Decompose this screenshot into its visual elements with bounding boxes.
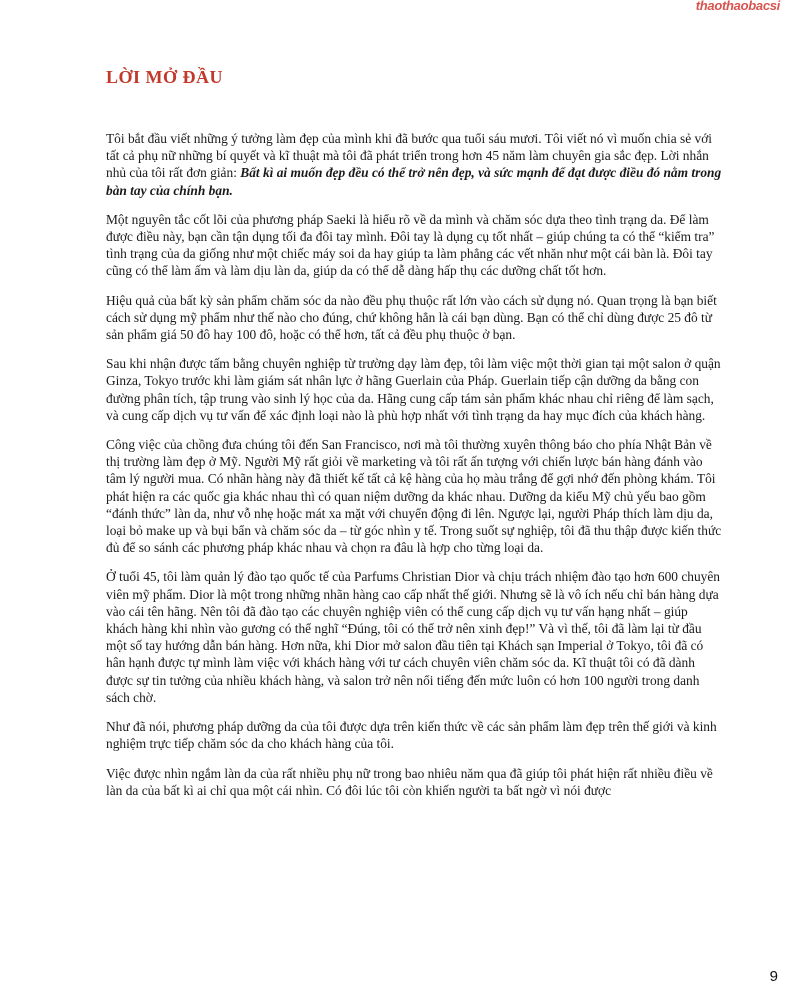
site-logo: thaothaobacsi: [695, 0, 780, 13]
paragraph-6: Ở tuổi 45, tôi làm quản lý đào tạo quốc tế của Parfums Christian Dior và chịu trách nhiệm đào tạo hơn 600 chuyên viên mỹ phẩm. Dior là một trong những nhãn hàng cao cấp nhất thế giới. Nhưng sẽ là vô ích nếu chỉ bán hàng dựa vào cái tên hãng. Nên tôi đã đào tạo các chuyên nghiệp viên có thể cung cấp dịch vụ tư vấn hạng nhất – giúp khách hàng khi nhìn vào gương có thể nghĩ “Đúng, tôi có thể trở nên xinh đẹp!” Và vì thế, tôi đã làm lại từ đầu một số tay hướng dẫn bán hàng. Hơn nữa, khi Dior mở salon đầu tiên tại Khách sạn Imperial ở Tokyo, tôi đã có hân hạnh được tự mình làm việc với khách hàng với tư cách chuyên viên chăm sóc da. Kĩ thuật tôi có đã dành được sự tin tưởng của nhiều khách hàng, và salon trở nên nổi tiếng đến mức luôn có hơn 100 người trong danh sách chờ.: [106, 569, 720, 705]
document-body: [106, 130, 722, 811]
paragraph-5: Công việc của chồng đưa chúng tôi đến San Francisco, nơi mà tôi thường xuyên thông báo cho phía Nhật Bản về thị trường làm đẹp ở Mỹ. Người Mỹ rất giỏi về marketing và tôi rất ấn tượng với chiến lược bán hàng đánh vào tâm lý người mua. Có nhãn hàng này đã thiết kế tất cả kệ hàng của họ màu trắng để gợi nhớ đến phòng khám. Tôi phát hiện ra các quốc gia khác nhau thì có quan niệm dưỡng da khác nhau. Dưỡng da kiểu Mỹ chủ yếu bao gồm “đánh thức” làn da, như vỗ nhẹ hoặc mát xa mặt với chuyển động đi lên. Ngược lại, người Pháp thích làm dịu da, loại bỏ make up và bụi bẩn và chăm sóc da – từ góc nhìn y tế. Trong suốt sự nghiệp, tôi đã thu thập được kiến thức đủ để so sánh các phương pháp khác nhau và chọn ra đâu là hợp cho từng loại da.: [106, 437, 722, 556]
paragraph-4: Sau khi nhận được tấm bằng chuyên nghiệp từ trường dạy làm đẹp, tôi làm việc một thời gian tại một salon ở quận Ginza, Tokyo trước khi làm giám sát nhân lực ở hãng Guerlain của Pháp. Guerlain tiếp cận dưỡng da bằng con đường phân tích, tập trung vào sinh lý học của da. Hãng cung cấp tám sản phẩm khác nhau chỉ riêng để làm sạch, và cung cấp dịch vụ tư vấn để xác định loại nào là phù hợp nhất với tình trạng da hay mục đích của khách hàng.: [106, 356, 721, 423]
paragraph-7: Như đã nói, phương pháp dưỡng da của tôi được dựa trên kiến thức về các sản phẩm làm đẹp trên thế giới và kinh nghiệm trực tiếp chăm sóc da cho khách hàng của tôi.: [106, 719, 717, 752]
paragraph-2: Một nguyên tắc cốt lõi của phương pháp Saeki là hiểu rõ về da mình và chăm sóc dựa theo tình trạng da. Để làm được điều này, bạn cần tận dụng tối đa đôi tay mình. Đôi tay là dụng cụ tốt nhất – giúp chúng ta có thể “kiểm tra” tình trạng của da giống như một chiếc máy soi da hay giúp ta làm phẳng các vết nhăn như một cái bàn là. Đôi tay cũng có thể làm ấm và làm dịu làn da, giúp da có thể dễ dàng hấp thụ các dưỡng chất tốt hơn.: [106, 211, 715, 279]
paragraph-1: [106, 130, 722, 199]
paragraph-3: Hiệu quả của bất kỳ sản phẩm chăm sóc da nào đều phụ thuộc rất lớn vào cách sử dụng nó. Quan trọng là bạn biết cách sử dụng mỹ phẩm như thế nào cho đúng, chứ không hẳn là cái bạn dùng. Bạn có thể chỉ dùng được 25 đô từ sản phẩm giá 50 đô hay 100 đô, hoặc có thể hơn, tất cả đều phụ thuộc ở bạn.: [106, 292, 717, 343]
paragraph-8: Việc được nhìn ngắm làn da của rất nhiều phụ nữ trong bao nhiêu năm qua đã giúp tôi phát hiện rất nhiều điều về làn da của bất kì ai chỉ qua một cái nhìn. Có đôi lúc tôi còn khiến người ta bất ngờ vì nói được: [106, 765, 713, 798]
page-number: 9: [769, 968, 778, 985]
page-title: LỜI MỞ ĐẦU: [106, 67, 223, 87]
paragraph-1-text: Tôi bắt đầu viết những ý tưởng làm đẹp của mình khi đã bước qua tuổi sáu mươi. Tôi viết nó vì muốn chia sẻ với tất cả phụ nữ những bí quyết và kĩ thuật mà tôi đã phát triển trong hơn 45 năm làm chuyên gia sắc đẹp. Lời nhắn nhủ của tôi rất đơn giản:: [106, 131, 713, 181]
paragraph-1-emphasis: Bất kì ai muốn đẹp đều có thể trở nên đẹp, và sức mạnh để đạt được điều đó nằm trong bàn tay của chính bạn.: [106, 165, 722, 198]
